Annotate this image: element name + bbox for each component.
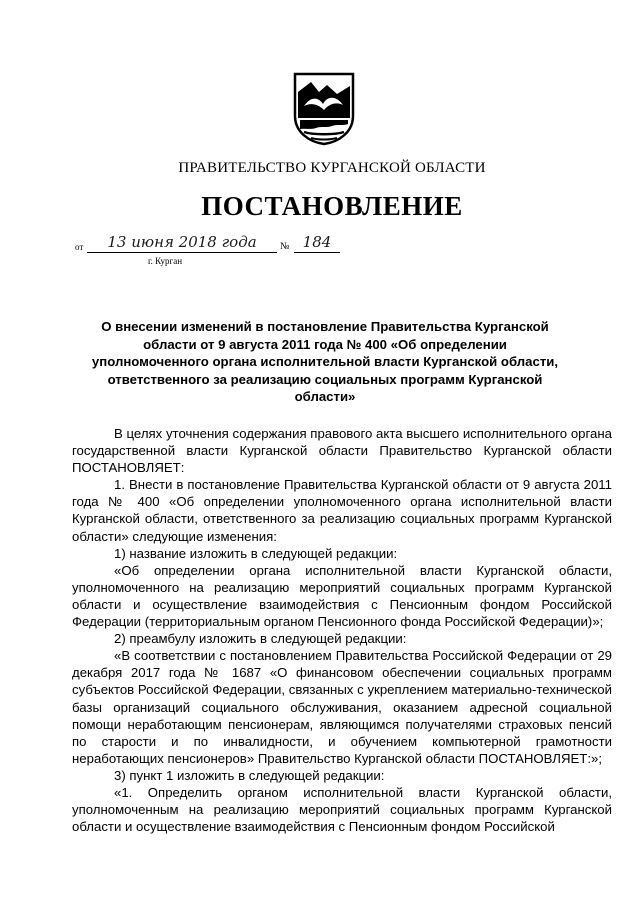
body-paragraph: 1. Внести в постановление Правительства Курганской области от 9 августа 2011 года № 400 «Об определении уполномоченного органа исполнительной власти Курганской области, ответственного за реализацию социальных программ Курганской области» следующие изменения: xyxy=(72,477,612,544)
coat-of-arms-icon xyxy=(293,72,355,146)
document-title: ПОСТАНОВЛЕНИЕ xyxy=(201,191,463,221)
body-paragraph: 3) пункт 1 изложить в следующей редакции: xyxy=(114,767,385,783)
body-paragraph: «Об определении органа исполнительной власти Курганской области, уполномоченного на реализацию мероприятий социальных программ Курганской области и осуществление взаимодействия с Пенсионным фондом Российской Федерации (территориальным органом Пенсионного фонда Российской Федерации)»; xyxy=(72,562,612,630)
government-name: ПРАВИТЕЛЬСТВО КУРГАНСКОЙ ОБЛАСТИ xyxy=(178,160,486,176)
document-subject: О внесении изменений в постановление Правительства Курганской области от 9 августа 2011 года № 400 «Об определении уполномоченного органа исполнительной власти Курганской области, ответственного за реализацию социальных программ Курганской области» xyxy=(91,319,559,405)
body-paragraph: 1) название изложить в следующей редакции: xyxy=(114,545,398,561)
city-label: г. Курган xyxy=(148,256,183,266)
dateline xyxy=(0,234,640,274)
body-paragraph: «В соответствии с постановлением Правительства Российской Федерации от 29 декабря 2017 года № 1687 «О финансовом обеспечении социальных программ субъектов Российской Федерации, связанных с укреплением материально-технической базы организаций социального обслуживания, оказанием адресной социальной помощи неработающим пенсионерам, являющимся получателями страховых пенсий по старости и по инвалидности, и обучением компьютерной грамотности неработающих пенсионеров» Правительство Курганской области ПОСТАНОВЛЯЕТ:»; xyxy=(72,648,612,766)
body-paragraph: 2) преамбулу изложить в следующей редакции: xyxy=(114,631,407,647)
number-label: № xyxy=(280,241,290,252)
body-paragraph: «1. Определить органом исполнительной власти Курганской области, уполномоченным на реализацию мероприятий социальных программ Курганской области и осуществление взаимодействия с Пенсионным фондом Российской xyxy=(72,784,612,835)
date-prefix-label: от xyxy=(75,242,84,252)
handwritten-date: 13 июня 2018 года xyxy=(87,234,277,253)
document-body xyxy=(72,425,612,835)
handwritten-number: 184 xyxy=(294,234,340,253)
body-paragraph: В целях уточнения содержания правового акта высшего исполнительного органа государственной власти Курганской области Правительство Курганской области ПОСТАНОВЛЯЕТ: xyxy=(72,426,612,476)
